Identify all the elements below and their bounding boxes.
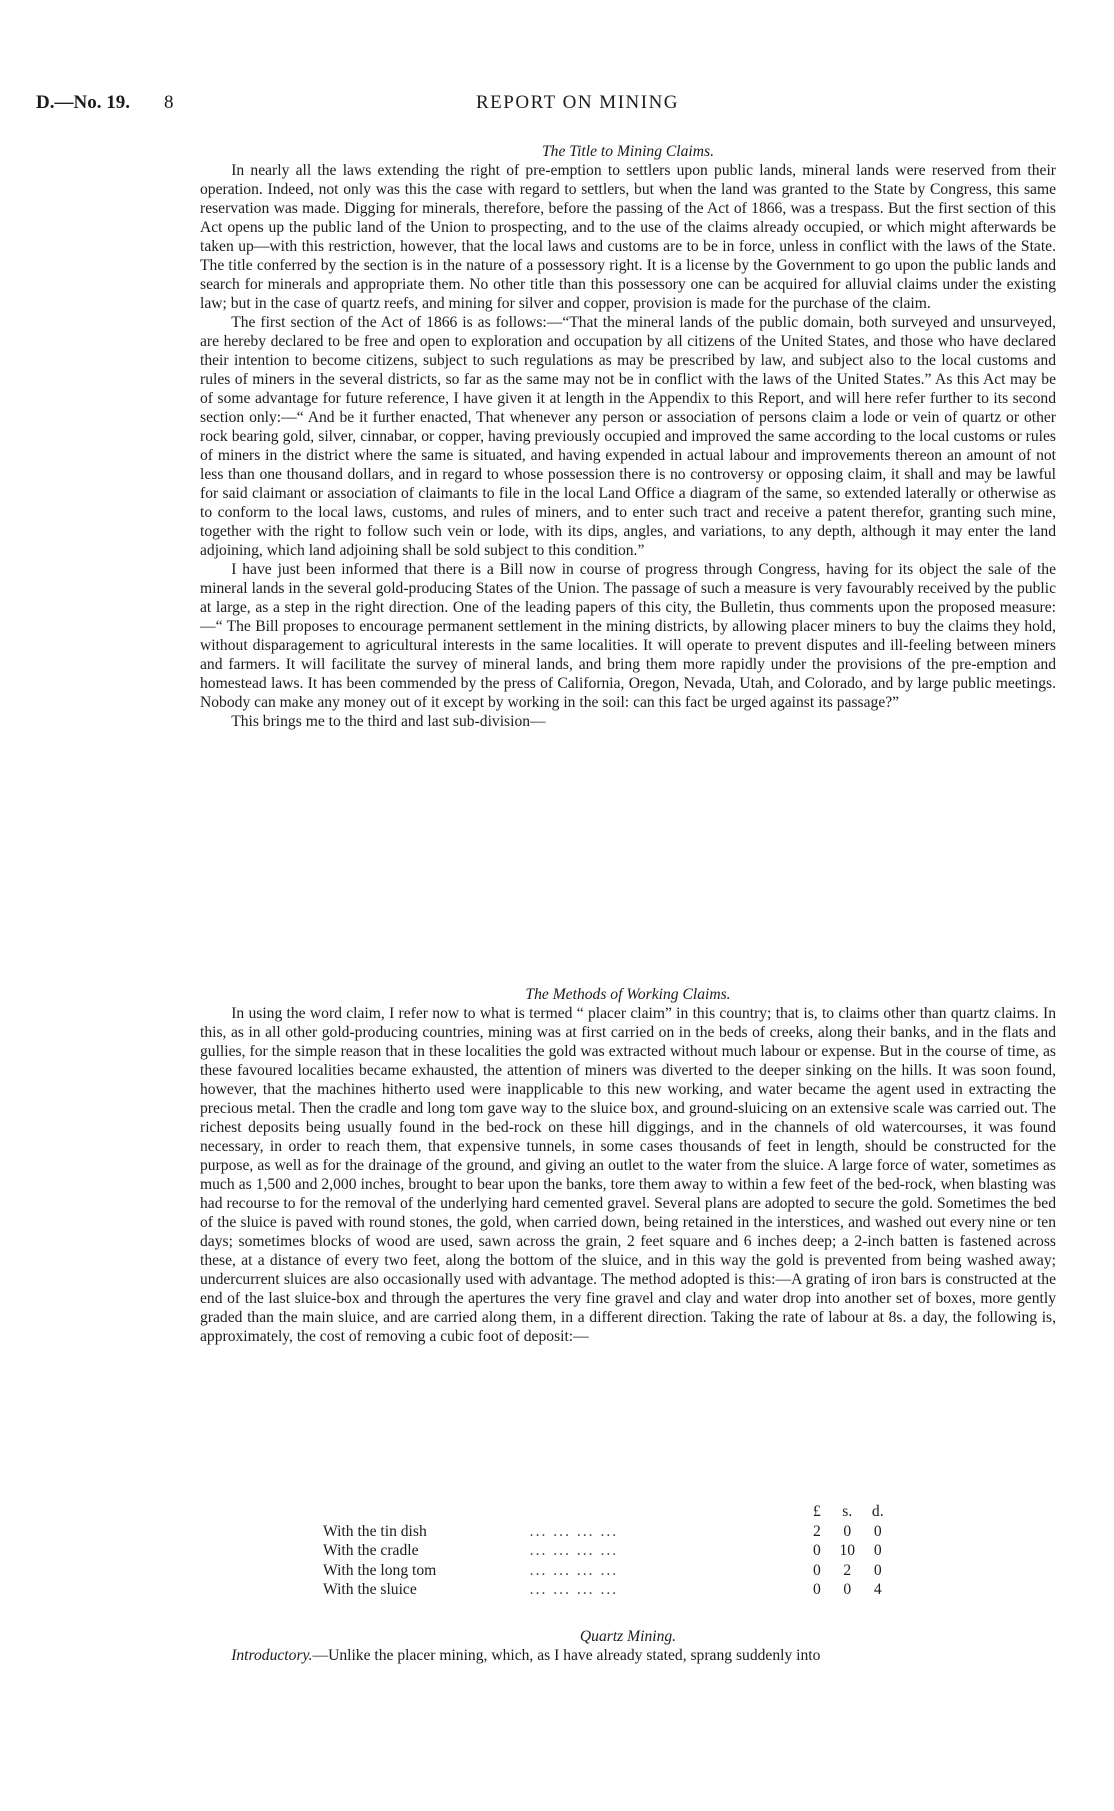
column-header: d. (871, 1503, 884, 1520)
paragraph (200, 1646, 1056, 1665)
paragraph: This brings me to the third and last sub-division— (231, 713, 546, 730)
row-label: With the cradle (323, 1542, 419, 1559)
section-quartz-mining (200, 1627, 1056, 1665)
section-heading: Quartz Mining. (579, 1628, 677, 1645)
section-methods-of-working-claims (200, 985, 1056, 1346)
row-label: With the tin dish (323, 1522, 427, 1540)
shillings-cell: 0 (843, 1581, 852, 1598)
pence-cell: 0 (873, 1522, 882, 1540)
paragraph: I have just been informed that there is a Bill now in course of progress through Congress, having for its object the sale of the mineral lands in the several gold-producing States of the Union. The passage of such a measure is very favourably received by the public at large, as a step in the right direction. One of the leading papers of this city, the Bulletin, thus comments upon the proposed measure:—“ The Bill proposes to encourage permanent settlement in the mining districts, by allowing placer miners to buy the claims they hold, without disparagement to agricultural interests in the same localities. It will operate to prevent disputes and ill-feeling between miners and farmers. It will facilitate the survey of mineral lands, and bring them more rapidly under the provisions of the pre-emption and homestead laws. It has been commended by the press of California, Oregon, Nevada, Utah, and Colorado, and by large public meetings. Nobody can make any money out of it except by working in the soil: can this fact be urged against its passage?” (200, 561, 1056, 711)
table-row (323, 1580, 893, 1600)
pounds-cell: 0 (812, 1581, 821, 1598)
pence-cell: 0 (873, 1542, 882, 1559)
paragraph: In using the word claim, I refer now to what is termed “ placer claim” in this country; that is, to claims other than quartz claims. In this, as in all other gold-producing countries, mining was at first carried on in the beds of creeks, along their banks, and in the flats and gullies, for the simple reason that in these localities the gold was extracted without much labour or expense. But in the course of time, as these favoured localities became exhausted, the attention of miners was diverted to the deeper sinking on the hills. It was soon found, however, that the machines hitherto used were inapplicable to this new working, and water became the agent used in extracting the precious metal. Then the cradle and long tom gave way to the sluice box, and ground-sluicing on an extensive scale was carried out. The richest deposits being usually found in the bed-rock on these hill diggings, and in the channels of old watercourses, it was found necessary, in order to reach them, that expensive tunnels, in some cases thousands of feet in length, should be constructed for the purpose, as well as for the drainage of the ground, and giving an outlet to the water from the sluice. A large force of water, sometimes as much as 1,500 and 2,000 inches, brought to bear upon the banks, tore them away to within a few feet of the bed-rock, when blasting was had recourse to for the removal of the underlying hard cemented gravel. Several plans are adopted to secure the gold. Sometimes the bed of the sluice is paved with round stones, the gold, when carried down, being retained in the interstices, and washed out every nine or ten days; sometimes blocks of wood are used, sawn across the grain, 2 feet square and 6 inches deep; a 2-inch batten is fastened across these, at a distance of every two feet, along the bottom of the sluice, and in this way the gold is prevented from being washed away; undercurrent sluices are also occasionally used with advantage. The method adopted is this:—A grating of iron bars is constructed at the end of the last sluice-box and through the apertures the very fine gravel and clay and water drop into another set of boxes, more gently graded than the main sluice, and are carried along them, in a different direction. Taking the rate of labour at 8s. a day, the following is, approximately, the cost of removing a cubic foot of deposit:— (200, 1005, 1056, 1345)
shillings-cell: 10 (839, 1542, 856, 1559)
run-in-heading: Introductory. (231, 1647, 313, 1664)
paragraph-text: —Unlike the placer mining, which, as I have already stated, sprang suddenly into (312, 1647, 821, 1664)
pence-cell: 0 (873, 1561, 882, 1579)
row-label: With the long tom (323, 1561, 437, 1579)
paragraph: In nearly all the laws extending the right of pre-emption to settlers upon public lands, mineral lands were reserved from their operation. Indeed, not only was this the case with regard to settlers, but when the land was granted to the State by Congress, this same reservation was made. Digging for minerals, therefore, before the passing of the Act of 1866, was a trespass. But the first section of this Act opens up the public land of the Union to prospecting, and to the use of the claims already occupied, or which might afterwards be taken up—with this restriction, however, that the local laws and customs are to be in force, unless in conflict with the laws of the State. The title conferred by the section is in the nature of a possessory right. It is a license by the Government to go upon the public lands and search for minerals and appropriate them. No other title than this possessory one can be acquired for alluvial claims under the existing law; but in the case of quartz reefs, and mining for silver and copper, provision is made for the purchase of the claim. (200, 162, 1056, 312)
cost-table (323, 1502, 893, 1600)
running-title: REPORT ON MINING (476, 92, 680, 113)
shillings-cell: 0 (843, 1522, 852, 1540)
section-heading: The Title to Mining Claims. (542, 143, 714, 160)
document-reference: D.—No. 19. (36, 92, 130, 113)
leader-dots: ... ... ... ... (529, 1542, 619, 1559)
column-header: s. (842, 1503, 853, 1520)
pounds-cell: 0 (812, 1542, 821, 1559)
pence-cell: 4 (873, 1581, 882, 1598)
page-number: 8 (164, 92, 174, 113)
row-label: With the sluice (323, 1581, 417, 1598)
page-header (36, 88, 1064, 118)
table-row (323, 1522, 893, 1542)
column-header: £ (812, 1503, 821, 1520)
cost-table-header (323, 1502, 893, 1522)
section-heading: The Methods of Working Claims. (525, 986, 731, 1003)
paragraph: The first section of the Act of 1866 is as follows:—“That the mineral lands of the public domain, both surveyed and unsurveyed, are hereby declared to be free and open to exploration and occupation by all citizens of the United States, and those who have declared their intention to become citizens, subject to such regulations as may be prescribed by law, and subject also to the local customs and rules of miners in the several districts, so far as the same may not be in conflict with the laws of the United States.” As this Act may be of some advantage for future reference, I have given it at length in the Appendix to this Report, and will here refer further to its second section only:—“ And be it further enacted, That whenever any person or association of persons claim a lode or vein of quartz or other rock bearing gold, silver, cinnabar, or copper, having previously occupied and improved the same according to the local customs or rules of miners in the district where the same is situated, and having expended in actual labour and improvements thereon an amount of not less than one thousand dollars, and in regard to whose possession there is no controversy or opposing claim, it shall and may be lawful for said claimant or association of claimants to file in the local Land Office a diagram of the same, so extended laterally or otherwise as to conform to the local laws, customs, and rules of miners, and to enter such tract and receive a patent therefor, granting such mine, together with the right to follow such vein or lode, with its dips, angles, and variations, to any depth, although it may enter the land adjoining, which land adjoining shall be sold subject to this condition.” (200, 314, 1056, 559)
leader-dots: ... ... ... ... (529, 1561, 619, 1579)
table-row (323, 1541, 893, 1561)
pounds-cell: 2 (812, 1522, 821, 1540)
leader-dots: ... ... ... ... (529, 1581, 619, 1598)
leader-dots: ... ... ... ... (529, 1522, 619, 1540)
pounds-cell: 0 (812, 1561, 821, 1579)
table-row (323, 1561, 893, 1581)
section-title-to-mining-claims (200, 142, 1056, 731)
shillings-cell: 2 (843, 1561, 852, 1579)
